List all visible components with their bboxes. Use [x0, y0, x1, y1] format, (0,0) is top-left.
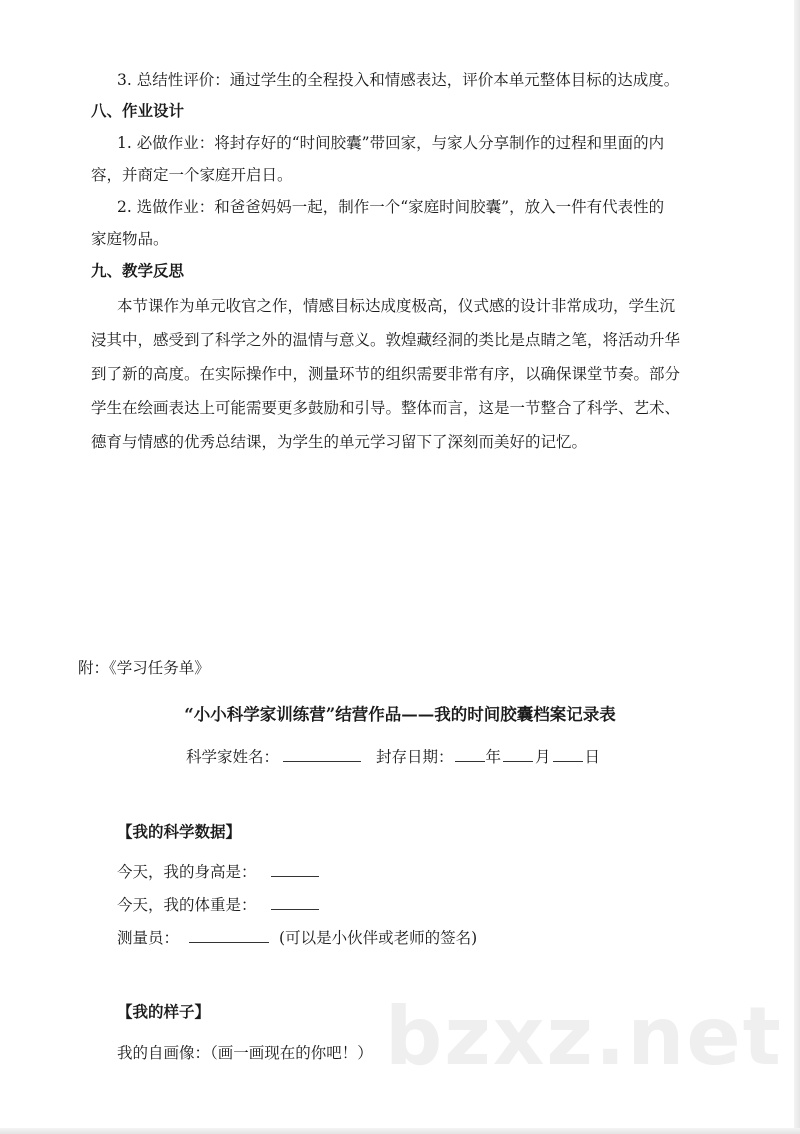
- section-heading-homework: 八、作业设计: [91, 101, 185, 120]
- reflection-line: 本节课作为单元收官之作，情感目标达成度极高，仪式感的设计非常成功，学生沉: [117, 297, 676, 315]
- year-label: 年: [485, 748, 501, 766]
- page-bottom-edge: [0, 1128, 800, 1134]
- measurer-label: 测量员：: [117, 929, 180, 947]
- height-label: 今天，我的身高是：: [117, 863, 257, 881]
- section-heading-reflection: 九、教学反思: [91, 261, 185, 280]
- measurer-row: [117, 928, 477, 948]
- seal-date-label: 封存日期：: [375, 748, 454, 766]
- year-field[interactable]: [455, 747, 485, 762]
- day-label: 日: [584, 748, 601, 766]
- reflection-line: 到了新的高度。在实际操作中，测量环节的组织需要非常有序，以确保课堂节奏。部分: [91, 365, 681, 383]
- worksheet-title: “小小科学家训练营”结营作品——我的时间胶囊档案记录表: [184, 705, 616, 724]
- height-row: [117, 862, 323, 882]
- scientist-name-label: 科学家姓名：: [186, 748, 280, 766]
- day-field[interactable]: [553, 747, 583, 762]
- evaluation-item-3: 3. 总结性评价：通过学生的全程投入和情感表达，评价本单元整体目标的达成度。: [117, 71, 680, 89]
- weight-field[interactable]: [271, 895, 319, 910]
- measurer-signature-field[interactable]: [189, 928, 269, 943]
- self-portrait-prompt: 我的自画像：（画一画现在的你吧！）: [117, 1044, 373, 1062]
- homework-item-1-line-1: 1. 必做作业：将封存好的“时间胶囊”带回家，与家人分享制作的过程和里面的内: [117, 134, 665, 152]
- scientist-name-field[interactable]: [283, 747, 361, 762]
- reflection-line: 学生在绘画表达上可能需要更多鼓励和引导。整体而言，这是一节整合了科学、艺术、: [91, 399, 681, 417]
- month-field[interactable]: [503, 747, 533, 762]
- homework-item-2-line-2: 家庭物品。: [91, 230, 169, 248]
- appendix-label: 附：《学习任务单》: [78, 659, 210, 677]
- reflection-line: 浸其中，感受到了科学之外的温情与意义。敦煌藏经洞的类比是点睛之笔，将活动升华: [91, 331, 681, 349]
- measurer-note: (可以是小伙伴或老师的签名): [279, 929, 478, 947]
- weight-label: 今天，我的体重是：: [117, 896, 257, 914]
- my-look-heading: 【我的样子】: [117, 1002, 211, 1021]
- month-label: 月: [534, 748, 551, 766]
- homework-item-1-line-2: 容，并商定一个家庭开启日。: [91, 166, 293, 184]
- homework-item-2-line-1: 2. 选做作业：和爸爸妈妈一起，制作一个“家庭时间胶囊”，放入一件有代表性的: [117, 198, 665, 216]
- weight-row: [117, 895, 323, 915]
- reflection-line: 德育与情感的优秀总结课，为学生的单元学习留下了深刻而美好的记忆。: [91, 433, 588, 451]
- height-field[interactable]: [271, 862, 319, 877]
- science-data-heading: 【我的科学数据】: [117, 822, 242, 841]
- site-watermark: bzxz.net: [385, 990, 783, 1083]
- worksheet-info-row: [186, 747, 600, 767]
- page-right-edge: [794, 0, 800, 1134]
